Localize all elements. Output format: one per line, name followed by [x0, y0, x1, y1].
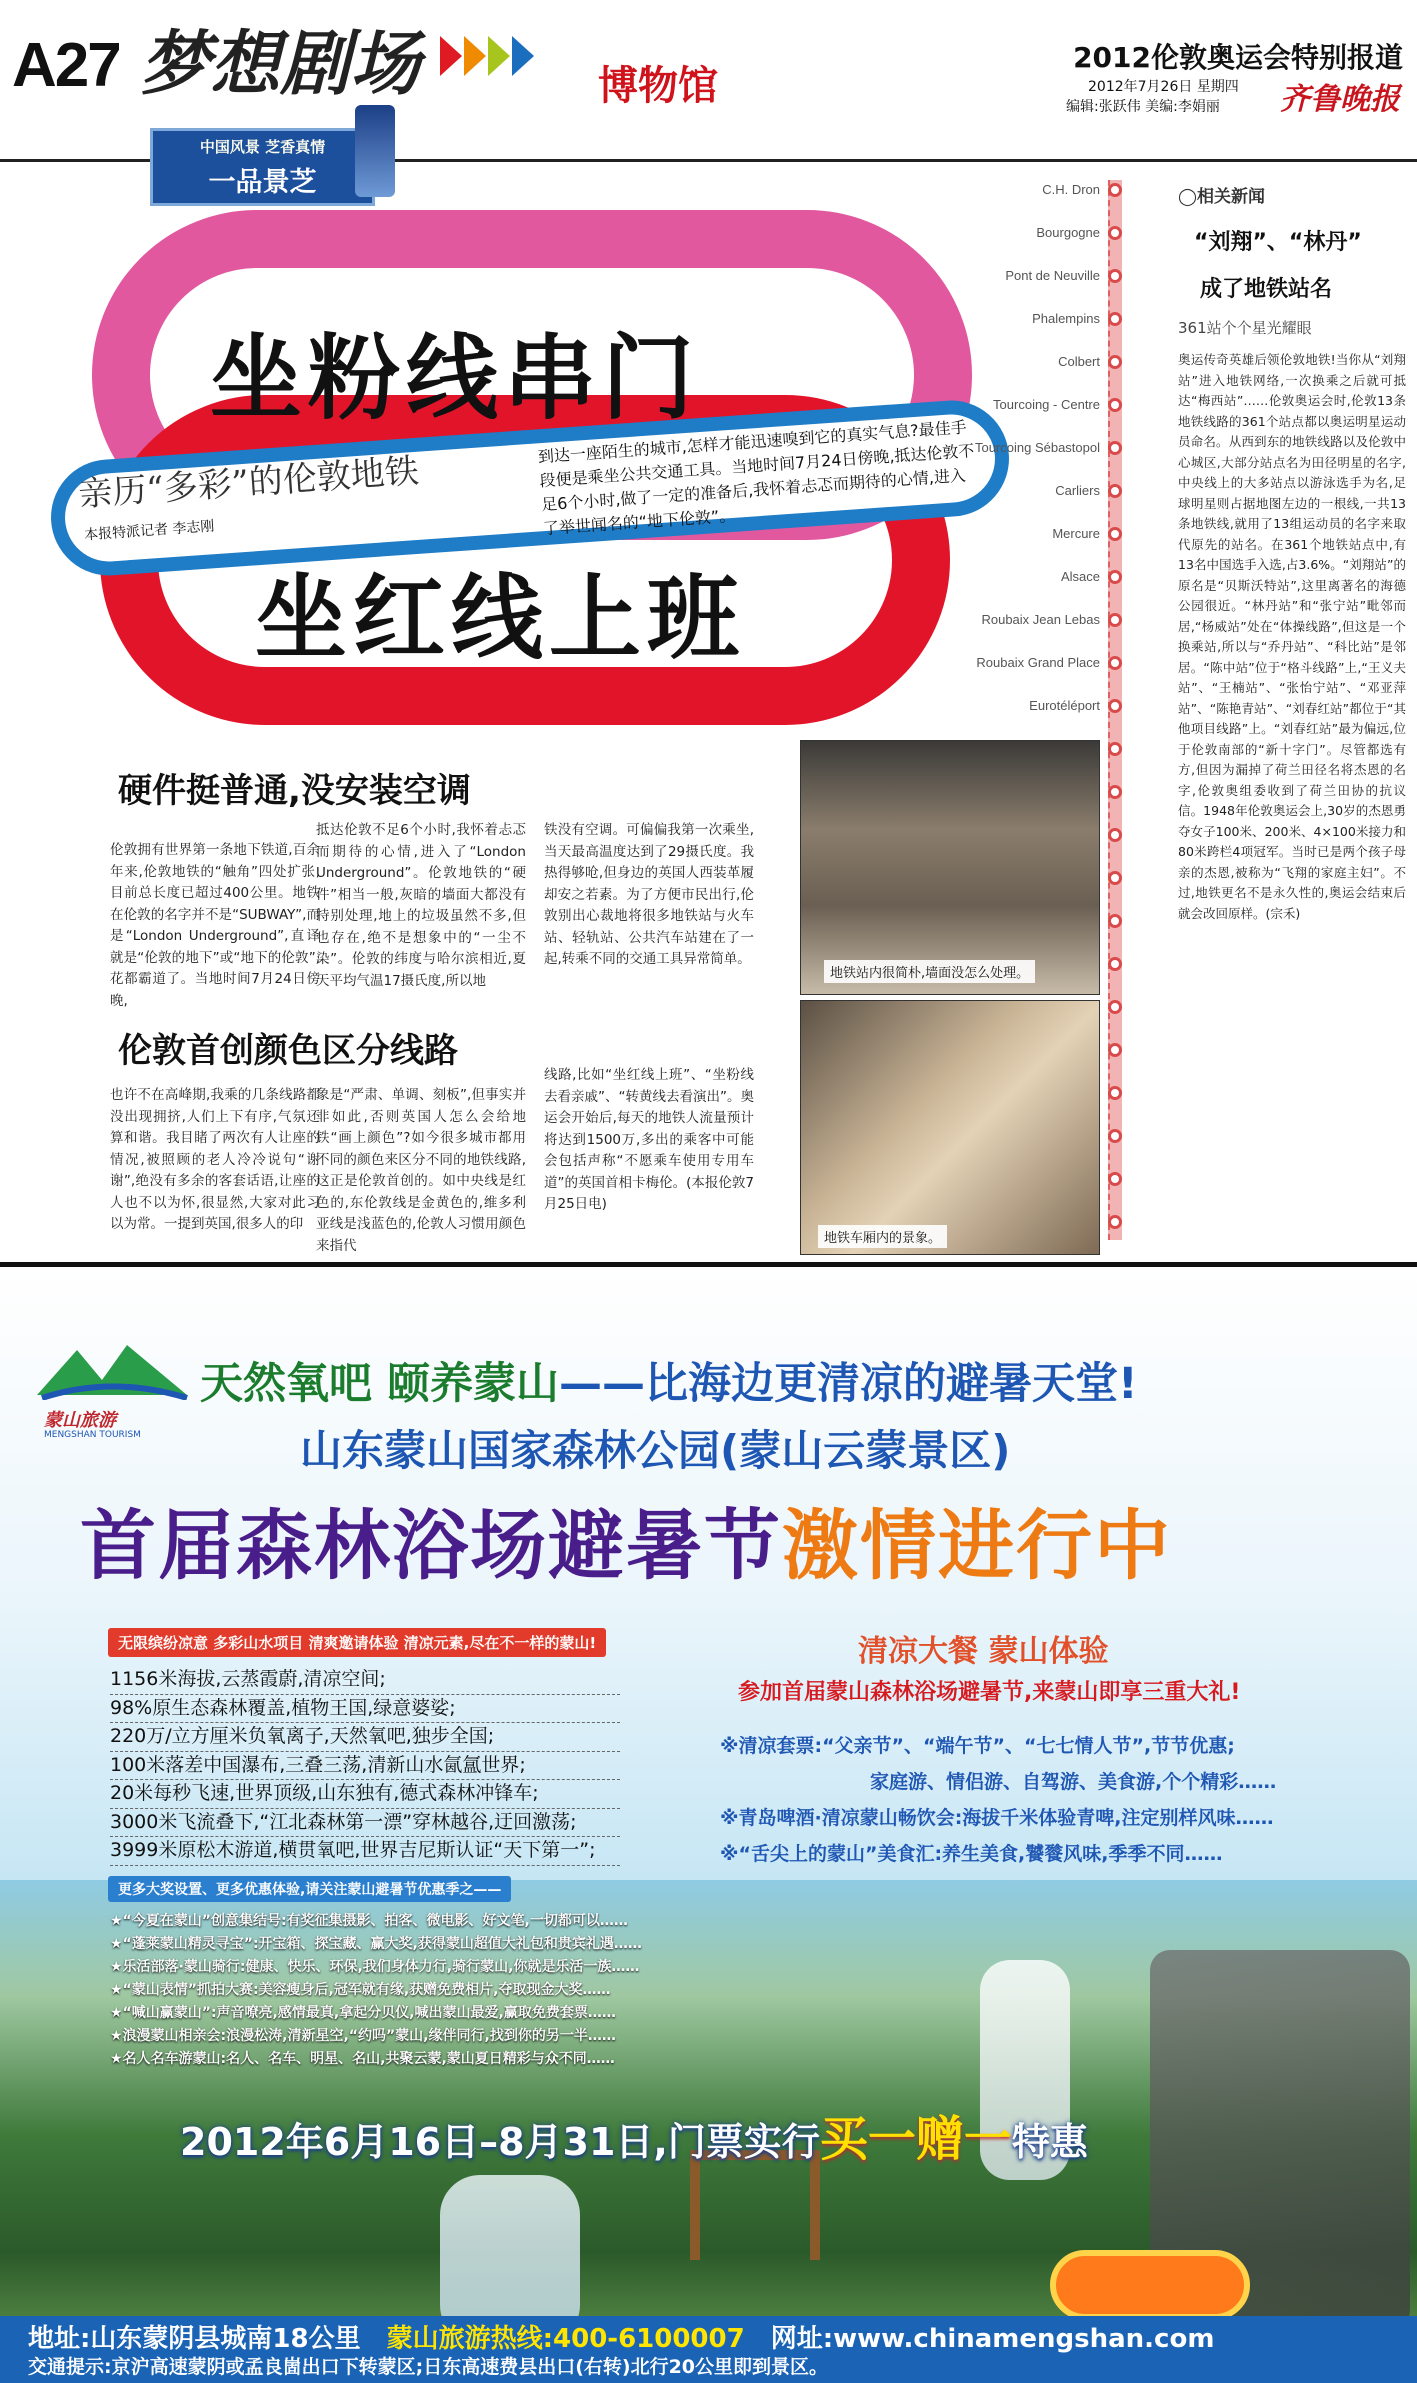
brand-logo: 梦想剧场 [140, 22, 420, 105]
ad-event-a: 首届森林浴场避暑节 [80, 1501, 782, 1590]
feature-item: 100米落差中国瀑布,三叠三荡,清新山水氤氲世界; [110, 1752, 620, 1781]
station-dot [1108, 613, 1122, 627]
station-label: Carliers [1055, 483, 1100, 498]
sponsor-badge [150, 128, 375, 206]
page-divider [0, 1262, 1417, 1267]
arrow-icons [440, 36, 536, 80]
station-dot [1108, 1129, 1122, 1143]
sponsor-line1: 中国风景 芝香真情 [199, 138, 326, 156]
related-news [1178, 182, 1404, 338]
feature-item: 20米每秒飞速,世界顶级,山东独有,德式森林冲锋车; [110, 1780, 620, 1809]
column-brand [140, 8, 560, 113]
station-dot [1108, 1172, 1122, 1186]
station-dot [1108, 312, 1122, 326]
date-line: 2012年7月26日 星期四 [1088, 79, 1239, 95]
station-dot [1108, 914, 1122, 928]
related-subtitle: 361站个个星光耀眼 [1178, 319, 1312, 337]
subtitle: 亲历“多彩”的伦敦地铁 [77, 451, 420, 515]
station-label: Colbert [1058, 354, 1100, 369]
column-1: 伦敦拥有世界第一条地下铁道,百余年来,伦敦地铁的“触角”四处扩张,目前总长度已超过400公里。地铁在伦敦的名字并不是“SUBWAY”,而是“London Underground”,直译就是“伦敦的地下”或“地下的伦敦”,花都霸道了。当地时间7月24日傍晚, [110, 842, 320, 1009]
station-label: Bourgogne [1036, 225, 1100, 240]
headline-top: 坐粉线串门 [210, 325, 701, 432]
feature-item: 1156米海拔,云蒸霞蔚,清凉空间; [110, 1666, 620, 1695]
station-dot [1108, 742, 1122, 756]
station-dot [1108, 183, 1122, 197]
promo-banner: 更多大奖设置、更多优惠体验,请关注蒙山避暑节优惠季之—— [108, 1876, 511, 1902]
station-label: Pont de Neuville [1005, 268, 1100, 283]
column-2: 抵达伦敦不足6个小时,我怀着忐忑而期待的心情,进入了“London Underground”。伦敦地铁的“硬件”相当一般,灰暗的墙面大都没有特别处理,地上的垃圾虽然不多,但也存在,绝不是想象中的“一尘不染”。伦敦的纬度与哈尔滨相近,夏天平均气温17摄氏度,所以地 [316, 822, 526, 989]
ad-right-list [720, 1728, 1380, 1872]
station-dot [1108, 699, 1122, 713]
footer-transport: 交通提示:京沪高速蒙阴或孟良崮出口下转蒙区;日东高速费县出口(右转)北行20公里即到景区。 [28, 2356, 829, 2378]
section2-title: 伦敦首创颜色区分线路 [118, 1031, 458, 1071]
report-title: 2012伦敦奥运会特别报道 [1073, 41, 1403, 74]
section1-title: 硬件挺普通,没安装空调 [118, 771, 471, 811]
feature-item: 220万/立方厘米负氧离子,天然氧吧,独步全国; [110, 1723, 620, 1752]
activity-list [110, 1910, 720, 2071]
ad-date-text: 2012年6月16日–8月31日,门票实行 [180, 2120, 820, 2164]
station-dot [1108, 355, 1122, 369]
station-dot [1108, 398, 1122, 412]
ad-park: 山东蒙山国家森林公园(蒙山云蒙景区) [300, 1426, 1011, 1475]
section-title: 博物馆 [598, 63, 718, 109]
ad-banner-left: 无限缤纷凉意 多彩山水项目 清爽邀请体验 清凉元素,尽在不一样的蒙山! [108, 1628, 606, 1657]
mountain-logo-icon [32, 1340, 192, 1400]
ad-features [110, 1666, 620, 1866]
station-dot [1108, 957, 1122, 971]
station-dot [1108, 785, 1122, 799]
caption-2: 地铁车厢内的景象。 [818, 1225, 947, 1248]
activity-item: ★乐活部落·蒙山骑行:健康、快乐、环保,我们身体力行,骑行蒙山,你就是乐活一族…… [110, 1959, 640, 1975]
ad-event-b: 激情进行中 [782, 1501, 1172, 1590]
station-dot [1108, 1086, 1122, 1100]
related-title-2: 成了地铁站名 [1200, 277, 1333, 302]
activity-item: ★“蒙山表情”抓拍大赛:美容瘦身后,冠军就有缘,获赠免费相片,夺取现金大奖…… [110, 1982, 611, 1998]
station-dot [1108, 656, 1122, 670]
feature-item: 3000米飞流叠下,“江北森林第一漂”穿林越谷,迂回激荡; [110, 1809, 620, 1838]
activity-item: ★浪漫蒙山相亲会:浪漫松涛,清新星空,“约吗”蒙山,缘伴同行,找到你的另一半…… [110, 2028, 616, 2044]
caption-1: 地铁站内很简朴,墙面没怎么处理。 [824, 960, 1035, 983]
page-number: A27 [12, 31, 120, 100]
footer-address: 地址:山东蒙阴县城南18公里 [28, 2324, 361, 2354]
feature-item: 3999米原松木游道,横贯氧吧,世界吉尼斯认证“天下第一”; [110, 1837, 620, 1866]
ad-right-title: 清凉大餐 蒙山体验 [858, 1634, 1109, 1669]
raft-image [1050, 2250, 1250, 2320]
station-label: Roubaix Grand Place [976, 655, 1100, 670]
station-dot [1108, 226, 1122, 240]
column-5: 象是“严肃、单调、刻板”,但事实并非如此,否则英国人怎么会给地铁“画上颜色”?如今很多城市都用不同的颜色来区分不同的地铁线路,这正是伦敦首创的。如中央线是红色的,东伦敦线是金黄色的,维多利亚线是浅蓝色的,伦敦人习惯用颜色来指代 [316, 1087, 526, 1254]
related-title-1: “刘翔”、“林丹” [1194, 230, 1362, 255]
station-label: Roubaix Jean Lebas [981, 612, 1100, 627]
station-label: Tourcoing Sébastopol [974, 440, 1100, 455]
ad-date-bold: 买一赠一 [819, 2111, 1012, 2167]
column-4: 也许不在高峰期,我乘的几条线路都没出现拥挤,人们上下有序,气氛还算和谐。我目睹了两次有人让座的情况,被照顾的老人冷冷说句“谢谢”,绝没有多余的客套话语,让座的人也不以为怀,很显然,大家对此习以为常。一提到英国,很多人的印 [110, 1087, 320, 1232]
footer-line1 [28, 2318, 1214, 2355]
ad-right-sub: 参加首届蒙山森林浴场避暑节,来蒙山即享三重大礼! [738, 1680, 1241, 1705]
ad-slogan [200, 1350, 1138, 1411]
station-label: Tourcoing - Centre [993, 397, 1100, 412]
newspaper-name: 齐鲁晚报 [1280, 82, 1400, 117]
right-list-item: ※“舌尖上的蒙山”美食汇:养生美食,饕餮风味,季季不同…… [720, 1843, 1223, 1865]
ad-logo-text: 蒙山旅游 [44, 1410, 116, 1431]
column-6: 线路,比如“坐红线上班”、“坐粉线去看亲戚”、“转黄线去看演出”。奥运会开始后,每天的地铁人流量预计将达到1500万,多出的乘客中可能会包括声称“不愿乘车使用专用车道”的英国首相卡梅伦。(本报伦敦7月25日电) [544, 1067, 754, 1212]
activity-item: ★“喊山赢蒙山”:声音嘹亮,感情最真,拿起分贝仪,喊出蒙山最爱,赢取免费套票…… [110, 2005, 616, 2021]
activity-item: ★名人名车游蒙山:名人、名车、明星、名山,共聚云蒙,蒙山夏日精彩与众不同…… [110, 2051, 615, 2067]
right-list-item: ※清凉套票:“父亲节”、“端午节”、“七七情人节”,节节优惠; [720, 1735, 1235, 1757]
station-dot [1108, 269, 1122, 283]
sponsor-line2: 一品景芝 [208, 167, 317, 198]
bottle-icon [355, 105, 395, 197]
byline: 本报特派记者 李志刚 [83, 518, 215, 544]
lead-paragraph: 到达一座陌生的城市,怎样才能迅速嗅到它的真实气息?最佳手段便是乘坐公共交通工具。当地时间7月24日傍晚,抵达伦敦不足6个小时,做了一定的准备后,我怀着忐忑而期待的心情,进入了举世闻名的“地下伦敦”。 [537, 417, 975, 539]
related-body: 奥运传奇英雄后领伦敦地铁!当你从“刘翔站”进入地铁网络,一次换乘之后就可抵达“梅西站”……伦敦奥运会时,伦敦13条地铁线路的361个站点都以奥运明星运动员命名。从西到东的地铁线路以及伦敦中心城区,大部分站点名为田径明星的名字,中央线上的大多站点以游泳选手为名,足球明星则占据地图左边的一根线,一共13条地铁线,就用了13组运动员的名字来取代原先的站名。在361个地铁站点中,有13名中国选手入选,占3.6%。“刘翔站”的原名是“贝斯沃特站”,这里离著名的海德公园很近。“林丹站”和“张宁站”毗邻而居,“杨威站”处在“体操线路”,但这是一个换乘站,所以与“乔丹站”、“科比站”是邻居。“陈中站”位于“格斗线路”上,“王义夫站”、“王楠站”、“张怡宁站”、“邓亚萍站”、“陈艳青站”、“刘春红站”都位于“其他项目线路”上。“刘春红站”最为偏远,位于伦敦南部的“新十字门”。尽管都选有方,但因为漏掉了荷兰田径名将杰恩的名字,伦敦奥组委收到了荷兰田协的抗议信。1948年伦敦奥运会上,30岁的杰恩勇夺女子100米、200米、4×100米接力和80米跨栏4项冠军。当时已是两个孩子母亲的杰恩,被称为“飞翔的家庭主妇”。不过,地铁更名不是永久性的,奥运会结束后就会改回原样。(宗禾) [1178, 352, 1406, 921]
station-label: Alsace [1060, 569, 1100, 584]
activity-item: ★“蓬莱蒙山精灵寻宝”:开宝箱、探宝藏、赢大奖,获得蒙山超值大礼包和贵宾礼遇…… [110, 1936, 642, 1952]
station-dot [1108, 527, 1122, 541]
station-dot [1108, 1043, 1122, 1057]
station-label: C.H. Dron [1042, 182, 1100, 197]
ad-date-tail: 特惠 [1011, 2120, 1088, 2164]
station-label: Eurotéléport [1029, 698, 1100, 713]
column-3: 铁没有空调。可偏偏我第一次乘坐,当天最高温度达到了29摄氏度。我热得够呛,但身边的英国人西装革履却安之若素。为了方便市民出行,伦敦别出心裁地将很多地铁站与火车站、轻轨站、公共汽车站建在了一起,转乘不同的交通工具异常简单。 [544, 822, 754, 967]
editors-line: 编辑:张跃伟 美编:李娟丽 [1066, 99, 1220, 115]
station-label: Mercure [1052, 526, 1100, 541]
right-list-item: 家庭游、情侣游、自驾游、美食游,个个精彩…… [870, 1771, 1277, 1793]
footer-hotline: 蒙山旅游热线:400-6100007 [386, 2324, 745, 2354]
station-dot [1108, 570, 1122, 584]
ad-event [80, 1485, 1172, 1594]
station-dot [1108, 441, 1122, 455]
photo-carriage [800, 1000, 1100, 1255]
activity-item: ★“今夏在蒙山”创意集结号:有奖征集摄影、拍客、微电影、好文笔,一切都可以…… [110, 1913, 628, 1929]
ad-slogan-a: 天然氧吧 颐养蒙山 [200, 1359, 559, 1409]
ad-slogan-b: ——比海边更清凉的避暑天堂! [558, 1359, 1138, 1409]
ad-date [180, 2100, 1088, 2169]
station-dot [1108, 828, 1122, 842]
ad-logo-sub: MENGSHAN TOURISM [44, 1430, 141, 1440]
station-dot [1108, 1215, 1122, 1229]
related-tag: ◯相关新闻 [1178, 187, 1266, 207]
right-list-item: ※青岛啤酒·清凉蒙山畅饮会:海拔千米体验青啤,注定别样风味…… [720, 1807, 1274, 1829]
photo-station [800, 740, 1100, 995]
station-dot [1108, 484, 1122, 498]
headline-bottom: 坐红线上班 [255, 565, 746, 672]
footer-website: 网址:www.chinamengshan.com [770, 2324, 1215, 2354]
station-label: Phalempins [1032, 311, 1100, 326]
feature-item: 98%原生态森林覆盖,植物王国,绿意婆娑; [110, 1695, 620, 1724]
station-dot [1108, 871, 1122, 885]
station-dot [1108, 1000, 1122, 1014]
